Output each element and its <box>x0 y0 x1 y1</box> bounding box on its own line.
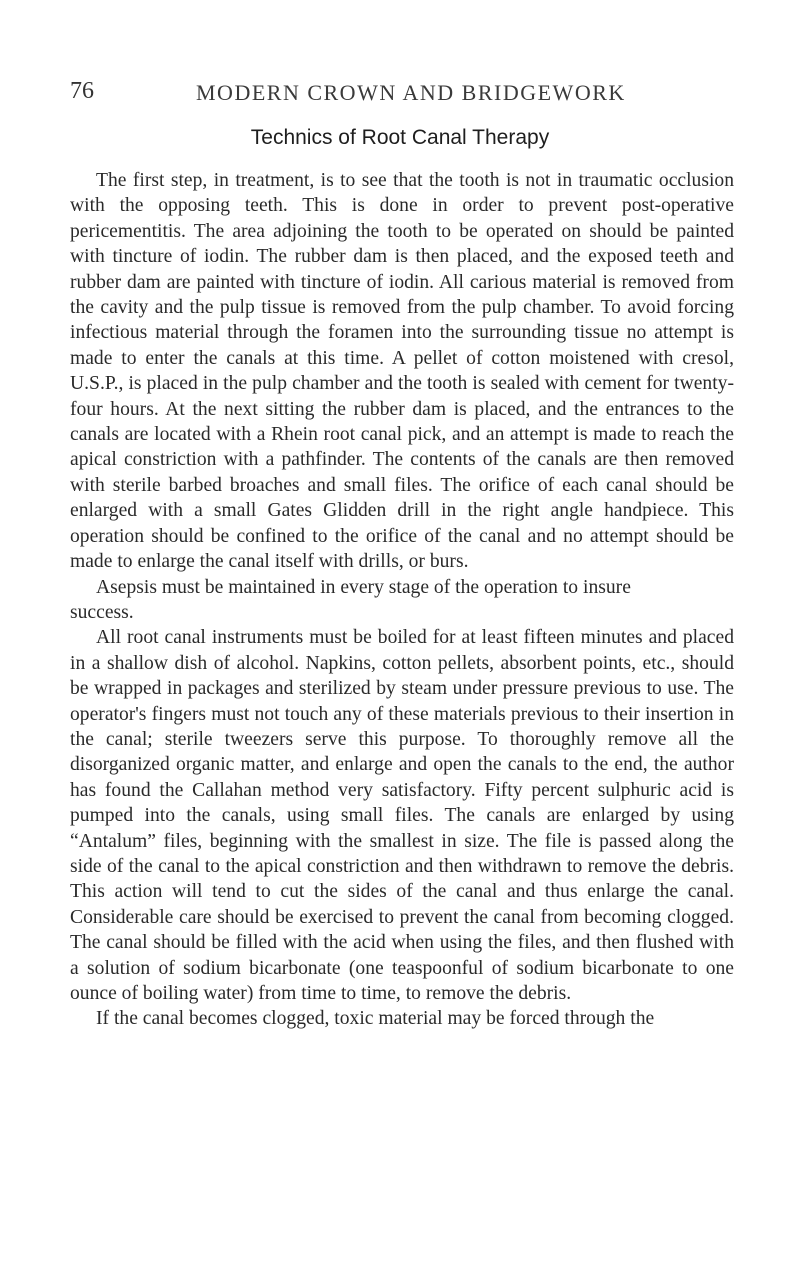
paragraph-first-step: The first step, in treatment, is to see that the tooth is not in traumatic occlusion with the opposing teeth. This is done in order to prevent post-operative pericementitis. The area adjoining the tooth to be operated on should be painted with tincture of iodin. The rubber dam is then placed, and the exposed teeth and rubber dam are painted with tincture of iodin. All carious material is removed from the cavity and the pulp tissue is removed from the pulp chamber. To avoid forcing infectious material through the foramen into the surrounding tissue no attempt is made to enter the canals at this time. A pellet of cotton moistened with cresol, U.S.P., is placed in the pulp chamber and the tooth is sealed with cement for twenty-four hours. At the next sitting the rubber dam is placed, and the entrances to the canals are located with a Rhein root canal pick, and an attempt is made to reach the apical constriction with a pathfinder. The contents of the canals are then removed with sterile barbed broaches and small files. The orifice of each canal should be enlarged with a small Gates Glidden drill in the right angle handpiece. This operation should be confined to the orifice of the canal and no attempt should be made to enlarge the canal itself with drills, or burs. <box>70 170 734 573</box>
running-head: MODERN CROWN AND BRIDGEWORK <box>196 80 626 105</box>
body-text <box>70 168 734 1032</box>
paragraph-success: success. <box>70 601 134 623</box>
paragraph-instruments: All root canal instruments must be boiled for at least fifteen minutes and placed in a shallow dish of alcohol. Napkins, cotton pellets, absorbent points, etc., should be wrapped in packages and sterilized by steam under pressure previous to use. The operator's fingers must not touch any of these materials previous to their insertion in the canal; sterile tweezers serve this purpose. To thoroughly remove all the disorganized organic matter, and enlarge and open the canals to the end, the author has found the Callahan method very satisfactory. Fifty percent sulphuric acid is pumped into the canals, using small files. The canals are enlarged by using “Antalum” files, beginning with the smallest in size. The file is passed along the side of the canal to the apical constriction and then withdrawn to remove the debris. This action will tend to cut the sides of the canal and thus enlarge the canal. Considerable care should be exercised to prevent the canal from becoming clogged. The canal should be filled with the acid when using the files, and then flushed with a solution of sodium bicarbonate (one teaspoonful of sodium bicarbonate to one ounce of boiling water) from time to time, to remove the debris. <box>70 627 734 1004</box>
paragraph-asepsis: Asepsis must be maintained in every stage of the operation to insure <box>96 576 631 598</box>
page-number: 76 <box>70 78 94 104</box>
section-title: Technics of Root Canal Therapy <box>250 126 550 149</box>
paragraph-clogged: If the canal becomes clogged, toxic material may be forced through the <box>96 1008 655 1030</box>
